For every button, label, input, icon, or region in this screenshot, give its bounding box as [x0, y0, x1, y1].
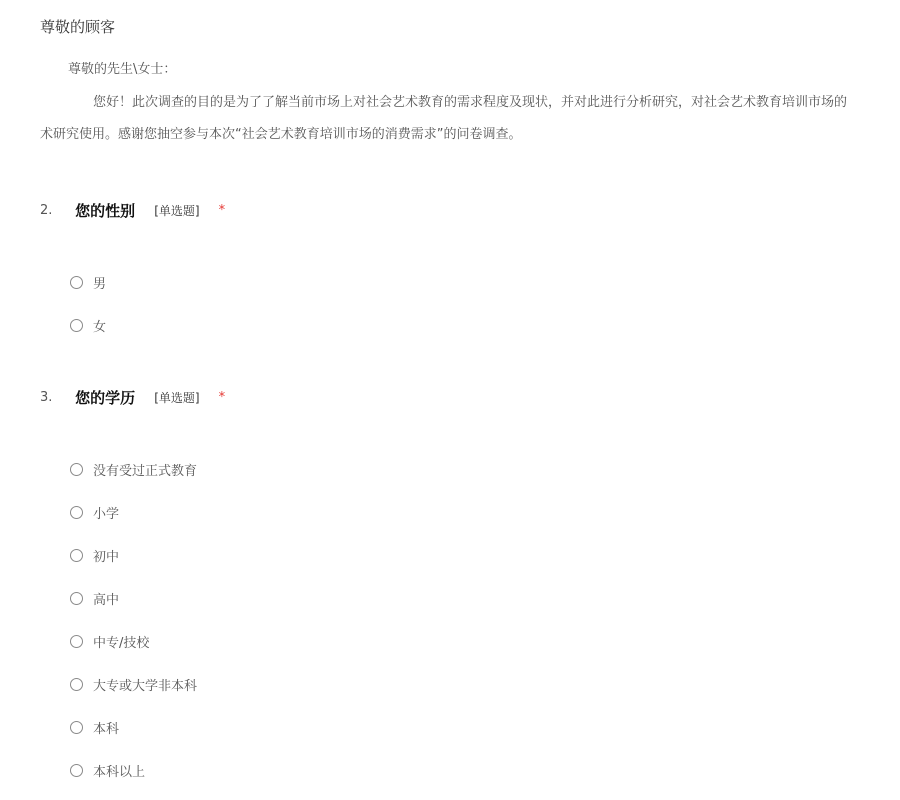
option-male[interactable]: [70, 272, 106, 292]
option-label: 男: [93, 276, 107, 292]
option-label: 中专/技校: [93, 635, 150, 651]
question-number: 3.: [40, 390, 53, 405]
radio-circle-icon[interactable]: [70, 549, 83, 562]
radio-circle-icon[interactable]: [70, 276, 83, 289]
option-label: 本科: [93, 721, 120, 737]
radio-circle-icon[interactable]: [70, 592, 83, 605]
question-type-badge: [单选题]: [154, 391, 200, 405]
radio-circle-icon[interactable]: [70, 319, 83, 332]
survey-header-title: 尊敬的顾客: [40, 18, 116, 36]
question-title: 您的学历: [75, 389, 136, 407]
option-label: 女: [93, 319, 107, 335]
question-title: 您的性别: [75, 202, 136, 220]
question-title-row: [40, 387, 225, 411]
option-label: 初中: [93, 549, 120, 565]
required-marker: *: [218, 203, 226, 218]
question-number: 2.: [40, 203, 53, 218]
radio-circle-icon[interactable]: [70, 764, 83, 777]
option-label: 本科以上: [93, 764, 146, 780]
option-junior-high[interactable]: [70, 545, 119, 565]
option-vocational-school[interactable]: [70, 631, 149, 651]
option-no-formal-education[interactable]: [70, 459, 197, 479]
radio-circle-icon[interactable]: [70, 721, 83, 734]
question-title-row: [40, 200, 225, 224]
intro-greeting: 尊敬的先生\女士：: [68, 62, 177, 77]
option-college-non-bachelor[interactable]: [70, 674, 197, 694]
intro-paragraph-line1: 您好！此次调查的目的是为了了解当前市场上对社会艺术教育的需求程度及现状，并对此进行分析研究，对社会艺术教育培训市场的: [93, 95, 848, 110]
option-label: 没有受过正式教育: [93, 463, 198, 479]
option-label: 小学: [93, 506, 120, 522]
option-senior-high[interactable]: [70, 588, 119, 608]
required-marker: *: [218, 390, 226, 405]
radio-circle-icon[interactable]: [70, 635, 83, 648]
intro-paragraph-line2: 术研究使用。感谢您抽空参与本次“社会艺术教育培训市场的消费需求”的问卷调查。: [40, 127, 522, 142]
option-above-bachelor[interactable]: [70, 760, 145, 780]
option-primary-school[interactable]: [70, 502, 119, 522]
question-type-badge: [单选题]: [154, 204, 200, 218]
option-bachelor[interactable]: [70, 717, 119, 737]
option-label: 高中: [93, 592, 120, 608]
radio-circle-icon[interactable]: [70, 678, 83, 691]
radio-circle-icon[interactable]: [70, 506, 83, 519]
option-female[interactable]: [70, 315, 106, 335]
option-label: 大专或大学非本科: [93, 678, 198, 694]
radio-circle-icon[interactable]: [70, 463, 83, 476]
